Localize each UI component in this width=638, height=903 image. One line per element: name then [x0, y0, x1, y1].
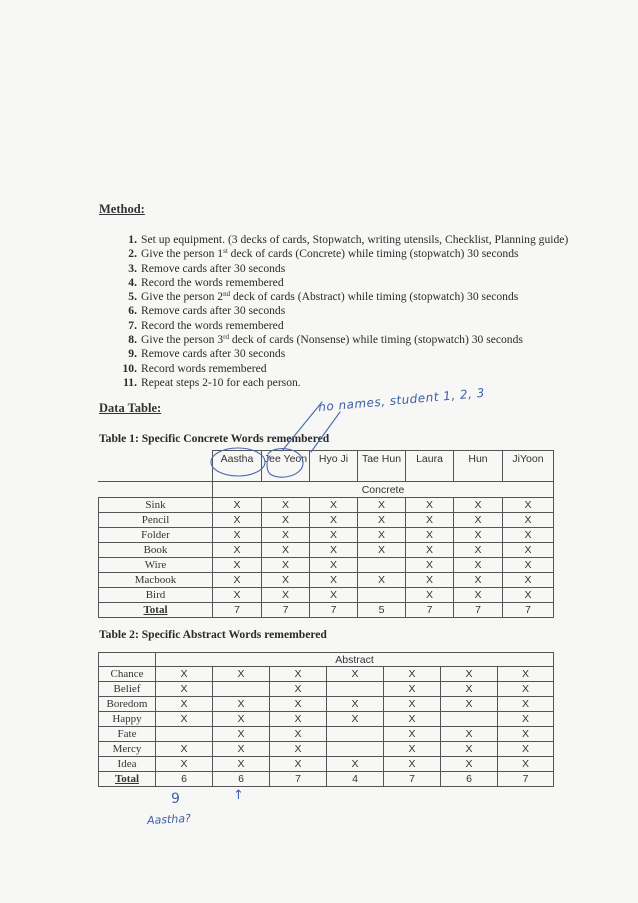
category-label: Concrete — [213, 482, 554, 498]
table-cell: X — [327, 712, 384, 727]
table-row — [99, 558, 554, 573]
method-step — [100, 347, 570, 361]
row-label: Idea — [99, 757, 156, 772]
handwritten-note-top: no names, student 1, 2, 3 — [317, 385, 486, 415]
step-number: 8. — [128, 333, 137, 347]
table-cell: X — [262, 498, 310, 513]
table-cell: X — [406, 573, 454, 588]
header-blank-cell — [99, 451, 213, 482]
table-cell: X — [213, 742, 270, 757]
row-label: Wire — [99, 558, 213, 573]
table-cell: X — [213, 697, 270, 712]
column-header: Aastha — [213, 451, 262, 482]
table-cell: X — [384, 712, 441, 727]
table-cell: X — [454, 588, 503, 603]
row-label: Bird — [99, 588, 213, 603]
method-step — [100, 233, 570, 247]
table-cell: X — [441, 757, 498, 772]
table-cell: X — [358, 543, 406, 558]
step-number: 7. — [128, 318, 137, 332]
table-cell: X — [310, 543, 358, 558]
method-steps-list — [100, 233, 570, 390]
method-step — [100, 304, 570, 318]
table-cell: X — [406, 558, 454, 573]
table-cell: X — [498, 757, 554, 772]
table-cell — [358, 588, 406, 603]
table-cell: X — [503, 573, 554, 588]
ordinal-suffix: nd — [223, 290, 231, 299]
column-header: Laura — [406, 451, 454, 482]
table-cell: X — [441, 682, 498, 697]
table-cell: X — [406, 543, 454, 558]
table-cell — [358, 558, 406, 573]
table-cell: X — [327, 757, 384, 772]
table-cell: X — [384, 667, 441, 682]
table-cell: X — [262, 573, 310, 588]
column-header: Jee Yeon — [262, 451, 310, 482]
handwritten-arrow-mark: ↑ — [233, 788, 244, 803]
table-cell: X — [213, 558, 262, 573]
step-number: 9. — [128, 347, 137, 361]
table-cell: X — [441, 697, 498, 712]
row-label: Book — [99, 543, 213, 558]
table-cell — [213, 682, 270, 697]
step-text — [141, 290, 570, 304]
category-blank-cell — [99, 482, 213, 498]
table-row — [99, 727, 554, 742]
table-cell: X — [406, 498, 454, 513]
step-text-pre: Give the person 3 — [141, 333, 224, 347]
table-row — [99, 742, 554, 757]
data-table-heading: Data Table: — [99, 401, 162, 415]
step-text-pre: Give the person 2 — [141, 290, 224, 304]
method-step — [100, 247, 570, 261]
step-text: Repeat steps 2-10 for each person. — [141, 375, 301, 389]
method-step — [100, 262, 570, 276]
table-cell: X — [270, 697, 327, 712]
table-row — [99, 667, 554, 682]
table-cell: X — [358, 498, 406, 513]
column-header: JiYoon — [503, 451, 554, 482]
method-step — [100, 362, 570, 376]
step-text-post: deck of cards (Concrete) while timing (stopwatch) 30 seconds — [227, 247, 519, 261]
step-text — [141, 333, 570, 347]
table-cell: X — [498, 712, 554, 727]
total-cell: 7 — [310, 603, 358, 618]
total-label: Total — [99, 603, 213, 618]
table-cell: X — [358, 513, 406, 528]
row-label: Folder — [99, 528, 213, 543]
table-row — [99, 513, 554, 528]
table-row — [99, 588, 554, 603]
table-cell: X — [262, 543, 310, 558]
abstract-words-table — [98, 652, 554, 787]
table-cell: X — [441, 742, 498, 757]
table-cell: X — [213, 513, 262, 528]
table-row — [99, 757, 554, 772]
table-cell: X — [270, 727, 327, 742]
step-number: 4. — [128, 275, 137, 289]
table-cell — [441, 712, 498, 727]
column-header: Hun — [454, 451, 503, 482]
step-text: Remove cards after 30 seconds — [141, 304, 286, 318]
row-label: Belief — [99, 682, 156, 697]
row-label: Chance — [99, 667, 156, 682]
step-text — [141, 247, 570, 261]
ordinal-suffix: rd — [223, 333, 229, 342]
table-cell — [156, 727, 213, 742]
table-cell: X — [384, 682, 441, 697]
step-number: 10. — [122, 361, 137, 375]
step-text-post: deck of cards (Abstract) while timing (stopwatch) 30 seconds — [230, 290, 519, 304]
table-row — [99, 712, 554, 727]
table-cell: X — [270, 682, 327, 697]
table-cell: X — [213, 757, 270, 772]
table-cell: X — [310, 573, 358, 588]
table-cell: X — [213, 543, 262, 558]
method-step — [100, 333, 570, 347]
total-cell: 7 — [384, 772, 441, 787]
table-row — [99, 682, 554, 697]
table-cell: X — [262, 528, 310, 543]
table-row — [99, 528, 554, 543]
step-text: Remove cards after 30 seconds — [141, 261, 286, 275]
table-cell — [327, 727, 384, 742]
table-cell: X — [406, 588, 454, 603]
table-cell: X — [270, 757, 327, 772]
ordinal-suffix: st — [223, 247, 228, 256]
total-row — [99, 772, 554, 787]
step-number: 5. — [128, 290, 137, 304]
table-cell: X — [310, 528, 358, 543]
table-cell: X — [454, 573, 503, 588]
table-cell: X — [454, 528, 503, 543]
table-cell: X — [327, 697, 384, 712]
row-label: Sink — [99, 498, 213, 513]
table-cell: X — [358, 573, 406, 588]
table-cell: X — [454, 558, 503, 573]
step-text: Remove cards after 30 seconds — [141, 347, 286, 361]
step-text: Record the words remembered — [141, 318, 284, 332]
table-cell: X — [310, 588, 358, 603]
table-cell: X — [498, 667, 554, 682]
table-cell: X — [270, 742, 327, 757]
step-number: 2. — [128, 247, 137, 261]
step-text-post: deck of cards (Nonsense) while timing (stopwatch) 30 seconds — [228, 333, 523, 347]
step-text: Record the words remembered — [141, 275, 284, 289]
table-cell: X — [327, 667, 384, 682]
total-cell: 7 — [262, 603, 310, 618]
total-cell: 7 — [498, 772, 554, 787]
total-cell: 6 — [213, 772, 270, 787]
table-cell — [327, 682, 384, 697]
row-label: Happy — [99, 712, 156, 727]
table-cell: X — [270, 667, 327, 682]
table-cell: X — [503, 528, 554, 543]
table-cell: X — [270, 712, 327, 727]
total-cell: 6 — [441, 772, 498, 787]
table-cell: X — [213, 528, 262, 543]
total-label: Total — [99, 772, 156, 787]
table-cell: X — [156, 667, 213, 682]
total-cell: 7 — [213, 603, 262, 618]
table-cell: X — [156, 682, 213, 697]
row-label: Pencil — [99, 513, 213, 528]
table-cell: X — [384, 727, 441, 742]
step-number: 1. — [128, 233, 137, 246]
table-cell: X — [358, 528, 406, 543]
table-cell: X — [156, 742, 213, 757]
total-cell: 7 — [406, 603, 454, 618]
table-cell: X — [310, 513, 358, 528]
total-cell: 7 — [503, 603, 554, 618]
table-cell: X — [503, 513, 554, 528]
table-cell: X — [406, 513, 454, 528]
table-cell: X — [262, 558, 310, 573]
table-row — [99, 573, 554, 588]
step-text-pre: Give the person 1 — [141, 247, 224, 261]
table-cell: X — [384, 697, 441, 712]
row-label: Fate — [99, 727, 156, 742]
row-label: Mercy — [99, 742, 156, 757]
category-blank-cell — [99, 653, 156, 667]
total-cell: 6 — [156, 772, 213, 787]
method-step — [100, 276, 570, 290]
table-cell: X — [503, 588, 554, 603]
table-cell: X — [454, 498, 503, 513]
table-cell: X — [498, 742, 554, 757]
table-cell: X — [213, 498, 262, 513]
step-number: 3. — [128, 261, 137, 275]
column-header: Tae Hun — [358, 451, 406, 482]
category-row — [99, 482, 554, 498]
table-cell: X — [213, 667, 270, 682]
step-number: 6. — [128, 304, 137, 318]
table-cell: X — [503, 543, 554, 558]
table-header-row — [99, 451, 554, 482]
table-cell: X — [310, 558, 358, 573]
step-number: 11. — [123, 375, 137, 389]
table2-caption: Table 2: Specific Abstract Words remembered — [99, 628, 327, 641]
category-row — [99, 653, 554, 667]
table-cell: X — [156, 757, 213, 772]
table-cell: X — [213, 588, 262, 603]
table-cell: X — [454, 513, 503, 528]
table-cell: X — [262, 588, 310, 603]
total-row — [99, 603, 554, 618]
table-cell: X — [498, 697, 554, 712]
table-cell: X — [156, 712, 213, 727]
table1-caption: Table 1: Specific Concrete Words remembered — [99, 432, 330, 445]
total-cell: 7 — [270, 772, 327, 787]
method-step — [100, 319, 570, 333]
table-cell: X — [441, 727, 498, 742]
handwritten-note-bottom: Aastha? — [146, 811, 192, 828]
step-text: Record words remembered — [141, 361, 267, 375]
table-cell: X — [441, 667, 498, 682]
table-cell: X — [406, 528, 454, 543]
table-row — [99, 543, 554, 558]
table-cell: X — [213, 727, 270, 742]
row-label: Boredom — [99, 697, 156, 712]
table-cell: X — [213, 573, 262, 588]
table-cell: X — [262, 513, 310, 528]
method-step — [100, 290, 570, 304]
method-heading: Method: — [99, 202, 145, 216]
method-step — [100, 376, 570, 390]
column-header: Hyo Ji — [310, 451, 358, 482]
table-row — [99, 697, 554, 712]
step-text: Set up equipment. (3 decks of cards, Stopwatch, writing utensils, Checklist, Planning guide) — [141, 233, 569, 246]
category-label: Abstract — [156, 653, 554, 667]
table-cell: X — [498, 727, 554, 742]
table-row — [99, 498, 554, 513]
table-cell: X — [498, 682, 554, 697]
total-cell: 4 — [327, 772, 384, 787]
table-cell — [327, 742, 384, 757]
table-cell: X — [454, 543, 503, 558]
row-label: Macbook — [99, 573, 213, 588]
table-cell: X — [384, 757, 441, 772]
table-cell: X — [310, 498, 358, 513]
concrete-words-table — [98, 450, 554, 618]
table-cell: X — [156, 697, 213, 712]
table-cell: X — [213, 712, 270, 727]
table-cell: X — [384, 742, 441, 757]
total-cell: 7 — [454, 603, 503, 618]
handwritten-nine-mark: 9 — [171, 791, 180, 807]
total-cell: 5 — [358, 603, 406, 618]
table-cell: X — [503, 498, 554, 513]
table-cell: X — [503, 558, 554, 573]
